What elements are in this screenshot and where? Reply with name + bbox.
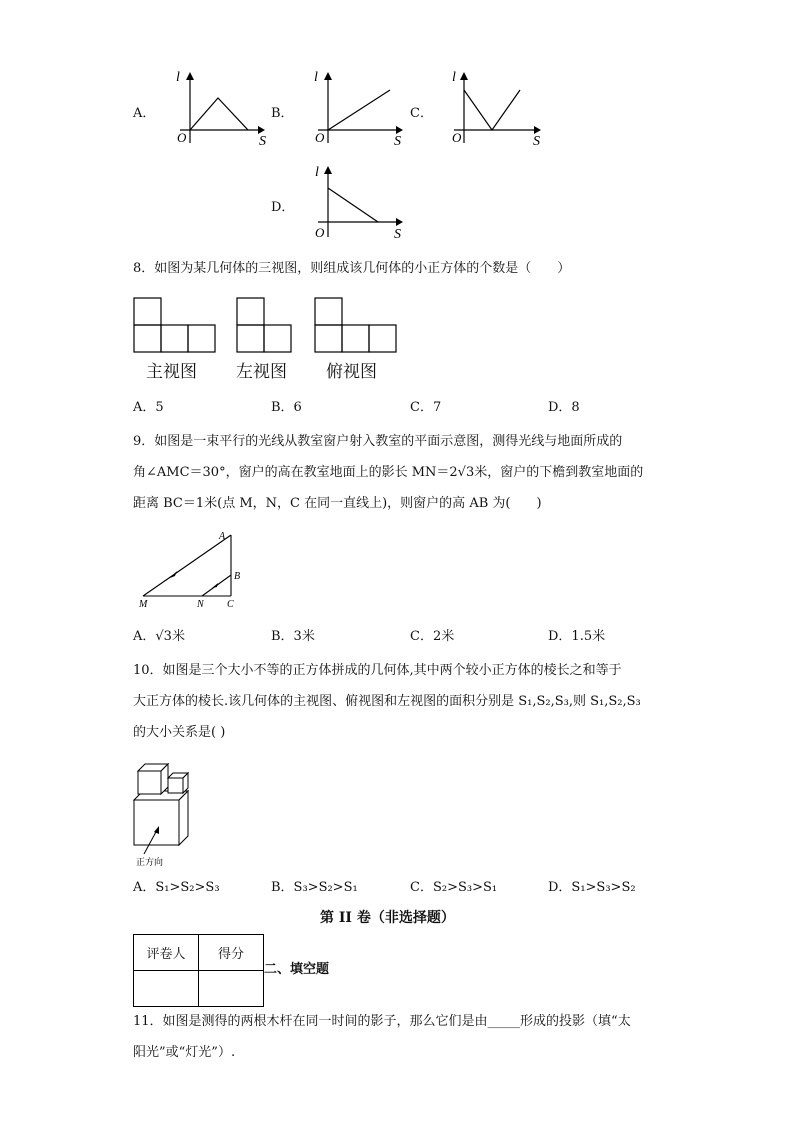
q8-option-c[interactable]: C．7 bbox=[410, 400, 442, 415]
q11-line-1: 11．如图是测得的两根木杆在同一时间的影子，那么它们是由_____形成的投影（填“太 bbox=[133, 1014, 631, 1029]
front-view-label: 主视图 bbox=[146, 362, 197, 382]
axis-l-label: l bbox=[314, 70, 318, 85]
front-view bbox=[134, 298, 215, 352]
q11-line-2: 阳光”或“灯光”）. bbox=[133, 1045, 236, 1060]
q10-line-1: 10．如图是三个大小不等的正方体拼成的几何体,其中两个较小正方体的棱长之和等于 bbox=[133, 663, 622, 678]
q9-option-b[interactable]: B．3米 bbox=[271, 629, 315, 644]
q7-graph-a bbox=[168, 68, 268, 148]
q7-option-c-label: C． bbox=[410, 106, 433, 121]
q9-option-a[interactable]: A．√3米 bbox=[133, 629, 185, 644]
point-c-label: C bbox=[227, 599, 234, 610]
q9-figure bbox=[133, 527, 253, 612]
point-b-label: B bbox=[234, 571, 241, 582]
axis-l-label: l bbox=[315, 165, 319, 180]
axis-s-label: S bbox=[394, 227, 401, 242]
q7-graph-c bbox=[442, 68, 547, 148]
q9-line-3: 距离 BC＝1米(点 M，N，C 在同一直线上)，则窗户的高 AB 为( ) bbox=[133, 496, 542, 511]
score-header: 得分 bbox=[199, 935, 264, 971]
score-cell[interactable] bbox=[199, 971, 264, 1007]
q7-option-a-label: A． bbox=[133, 106, 156, 121]
point-m-label: M bbox=[139, 599, 148, 610]
axis-l-label: l bbox=[176, 70, 180, 85]
q10-line-3: 的大小关系是( ) bbox=[133, 725, 226, 740]
q10-option-d[interactable]: D．S₁>S₃>S₂ bbox=[548, 880, 636, 895]
left-view bbox=[237, 298, 291, 352]
q9-option-c[interactable]: C．2米 bbox=[410, 629, 455, 644]
q8-option-a[interactable]: A．5 bbox=[133, 400, 164, 415]
q8-option-b[interactable]: B．6 bbox=[271, 400, 302, 415]
top-view bbox=[315, 298, 396, 352]
origin-label: O bbox=[177, 130, 187, 145]
point-n-label: N bbox=[197, 599, 204, 610]
origin-label: O bbox=[315, 225, 325, 240]
axis-l-label: l bbox=[452, 70, 456, 85]
axis-s-label: S bbox=[533, 134, 540, 148]
q10-option-a[interactable]: A．S₁>S₂>S₃ bbox=[133, 880, 220, 895]
q9-line-2: 角∠AMC＝30°，窗户的高在教室地面上的影长 MN＝2√3米，窗户的下檐到教室地面的 bbox=[133, 465, 644, 480]
q10-cube-figure bbox=[130, 752, 200, 870]
q7-graph-d bbox=[306, 162, 406, 242]
q8-question: 8．如图为某几何体的三视图，则组成该几何体的小正方体的个数是（ ） bbox=[133, 261, 571, 276]
q7-option-b-label: B． bbox=[271, 106, 294, 121]
top-view-label: 俯视图 bbox=[326, 362, 377, 382]
grader-cell[interactable] bbox=[134, 971, 199, 1007]
point-a-label: A bbox=[219, 531, 226, 542]
front-direction-label: 正方向 bbox=[136, 858, 164, 868]
origin-label: O bbox=[452, 130, 462, 145]
q8-option-d[interactable]: D．8 bbox=[548, 400, 580, 415]
section-heading: 二、填空题 bbox=[264, 962, 330, 977]
q9-option-d[interactable]: D．1.5米 bbox=[548, 629, 606, 644]
q9-line-1: 9．如图是一束平行的光线从教室窗户射入教室的平面示意图，测得光线与地面所成的 bbox=[133, 434, 623, 449]
q10-option-b[interactable]: B．S₃>S₂>S₁ bbox=[271, 880, 358, 895]
grader-header: 评卷人 bbox=[134, 935, 199, 971]
q7-graph-b bbox=[306, 68, 406, 148]
axis-s-label: S bbox=[394, 134, 401, 148]
grading-table bbox=[133, 934, 264, 1007]
q10-line-2: 大正方体的棱长.该几何体的主视图、俯视图和左视图的面积分别是 S₁,S₂,S₃,则 S₁,S₂,S₃ bbox=[133, 694, 641, 709]
axis-s-label: S bbox=[259, 134, 266, 148]
left-view-label: 左视图 bbox=[236, 362, 287, 382]
q7-option-d-label: D． bbox=[271, 200, 295, 215]
origin-label: O bbox=[315, 130, 325, 145]
q10-option-c[interactable]: C．S₂>S₃>S₁ bbox=[410, 880, 498, 895]
section-title: 第 II 卷（非选择题） bbox=[320, 910, 455, 926]
